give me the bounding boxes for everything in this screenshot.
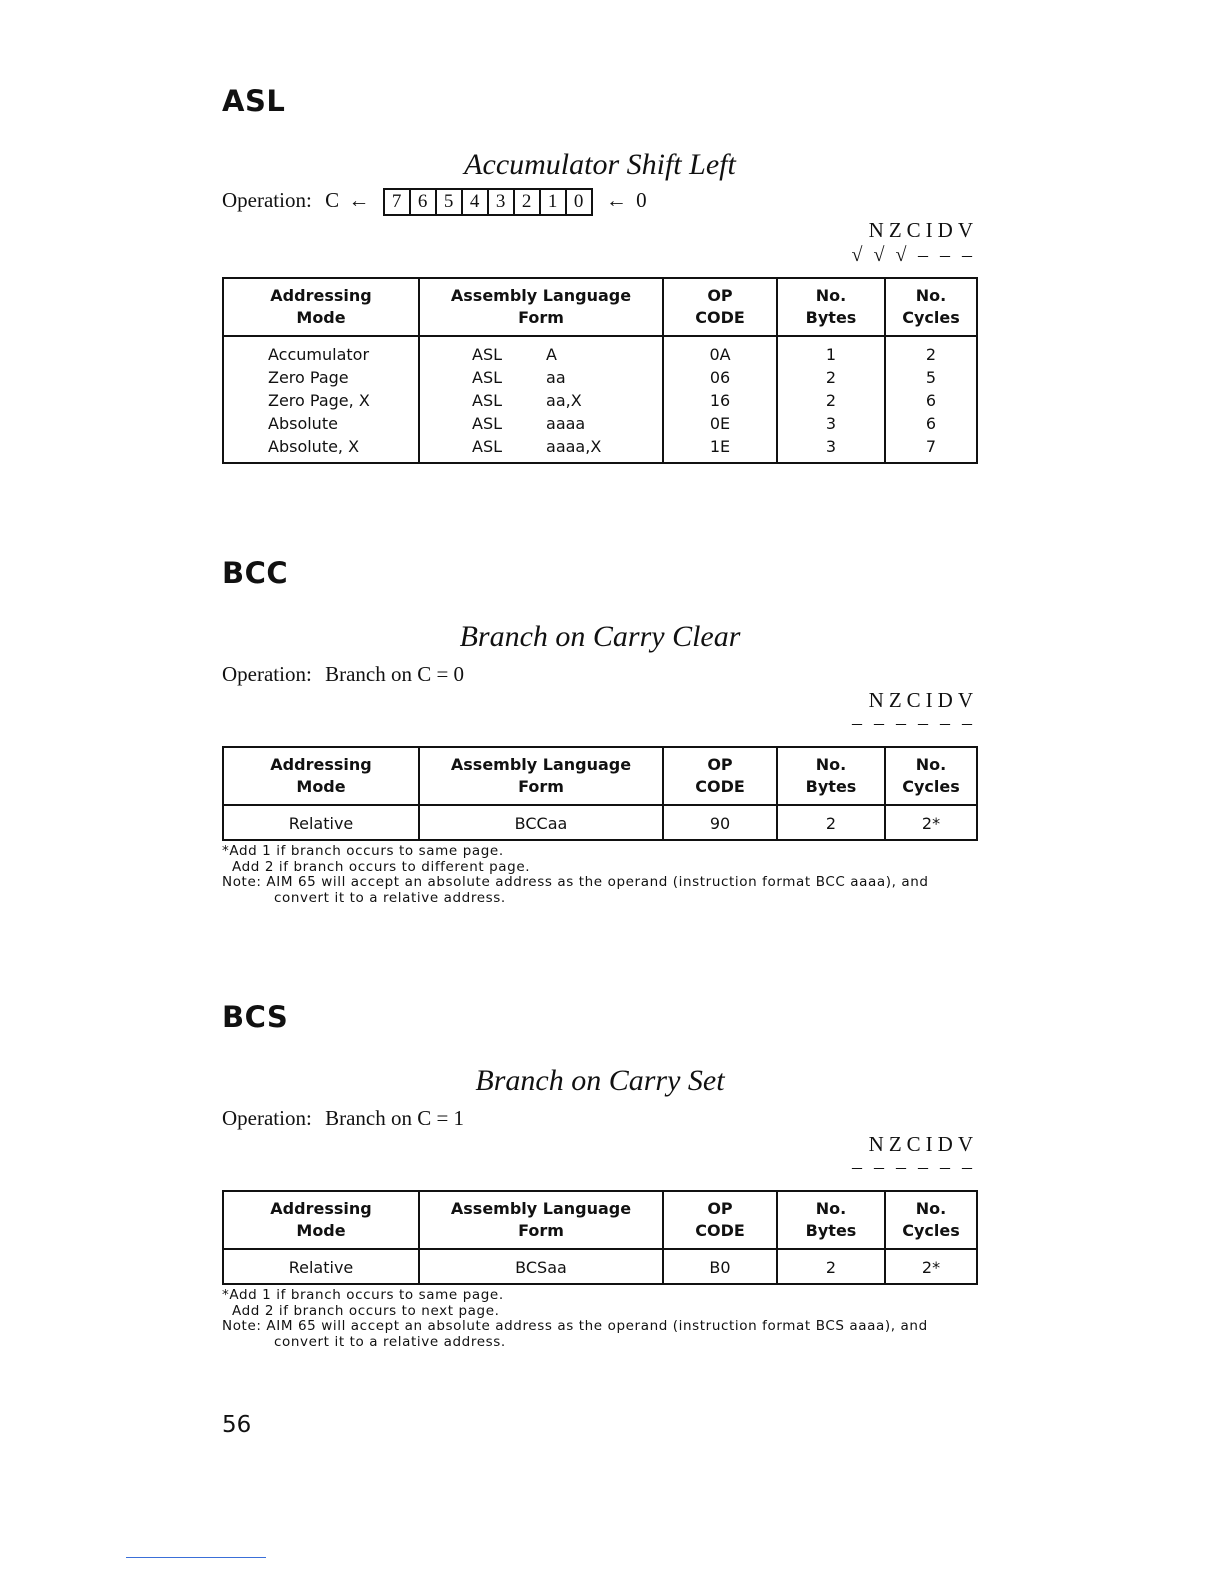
table-row [223,435,977,463]
page-number: 56 [222,1412,252,1438]
header-cycles: No. Cycles [885,747,977,805]
note-line: convert it to a relative address. [274,889,506,906]
table-row [223,805,977,840]
flag-z-value: √ [873,244,885,266]
flag-value: – [962,1156,972,1178]
flag-value: – [940,1156,950,1178]
flag-value: – [874,712,884,734]
asl-operation-label: Operation: [222,188,312,212]
cell-form: BCSaa [419,1249,663,1284]
header-assembly-form: Assembly Language Form [419,747,663,805]
header-addressing-mode: Addressing Mode [223,747,419,805]
header-addressing-mode: Addressing Mode [223,278,419,336]
left-arrow-icon: ← [348,188,370,212]
flag-value: – [852,1156,862,1178]
header-op-code: OP CODE [663,1191,777,1249]
bit-7: 7 [385,190,411,214]
left-arrow-icon: ← [605,188,627,212]
asl-name: Accumulator Shift Left [464,148,736,181]
bit-1: 1 [541,190,567,214]
flag-d-value: – [940,244,950,266]
table-header-row [223,747,977,805]
note-line: Note: AIM 65 will accept an absolute address as the operand (instruction format BCS aaaa), and [222,1318,928,1334]
cell-cycles: 6 [885,412,977,435]
cell-bytes: 2 [777,389,885,412]
cell-mode: Absolute, X [223,435,419,463]
cell-cycles: 2* [885,805,977,840]
cell-form: ASL aaaa [419,412,663,435]
cell-bytes: 1 [777,336,885,366]
header-cycles: No. Cycles [885,1191,977,1249]
asl-operation-left: C [325,188,340,212]
flag-value: – [940,712,950,734]
header-bytes: No. Bytes [777,1191,885,1249]
table-row [223,412,977,435]
cell-opcode: 0E [663,412,777,435]
bcc-name: Branch on Carry Clear [459,620,741,653]
header-assembly-form: Assembly Language Form [419,1191,663,1249]
flag-v-value: – [962,244,972,266]
cell-form: ASL A [419,336,663,366]
note-line: Add 2 if branch occurs to next page. [232,1302,500,1319]
header-cycles: No. Cycles [885,278,977,336]
asl-flags-header: NZCIDV [868,218,978,242]
cell-cycles: 2 [885,336,977,366]
bit-6: 6 [411,190,437,214]
cell-bytes: 2 [777,1249,885,1284]
note-line: *Add 1 if branch occurs to same page. [222,843,504,859]
bcc-operation [222,662,464,687]
note-line: *Add 1 if branch occurs to same page. [222,1287,504,1303]
bcc-operation-text: Branch on C = 0 [325,662,465,686]
header-assembly-form: Assembly Language Form [419,278,663,336]
bcs-opcode-table [222,1190,978,1285]
cell-bytes: 3 [777,435,885,463]
asl-operation-right: 0 [636,188,647,212]
bit-register-diagram [383,188,593,216]
table-header-row [223,1191,977,1249]
note-line: convert it to a relative address. [274,1333,506,1350]
footer-divider [126,1557,266,1558]
flag-value: – [896,712,906,734]
note-line: Add 2 if branch occurs to different page. [232,858,531,875]
flag-value: – [896,1156,906,1178]
cell-opcode: 16 [663,389,777,412]
note-line: Note: AIM 65 will accept an absolute address as the operand (instruction format BCC aaaa), and [222,874,929,890]
bcs-operation [222,1106,464,1131]
flag-n-value: √ [851,244,863,266]
cell-opcode: 06 [663,366,777,389]
table-row [223,1249,977,1284]
table-row [223,336,977,366]
cell-form: ASL aa,X [419,389,663,412]
asl-mnemonic: ASL [222,84,286,118]
cell-opcode: 90 [663,805,777,840]
bcs-operation-text: Branch on C = 1 [325,1106,465,1130]
bcc-mnemonic: BCC [222,556,289,590]
cell-mode: Accumulator [223,336,419,366]
cell-opcode: B0 [663,1249,777,1284]
flag-value: – [918,1156,928,1178]
header-op-code: OP CODE [663,278,777,336]
bcc-notes [222,844,978,906]
cell-cycles: 7 [885,435,977,463]
header-bytes: No. Bytes [777,747,885,805]
header-addressing-mode: Addressing Mode [223,1191,419,1249]
bcs-operation-label: Operation: [222,1106,312,1130]
asl-section [222,84,978,464]
cell-form: ASL aaaa,X [419,435,663,463]
flag-value: – [852,712,862,734]
flag-value: – [918,712,928,734]
bcs-flags-header: NZCIDV [868,1132,978,1156]
cell-cycles: 5 [885,366,977,389]
cell-bytes: 3 [777,412,885,435]
cell-form: ASL aa [419,366,663,389]
flag-i-value: – [918,244,928,266]
bcs-mnemonic: BCS [222,1000,289,1034]
asl-opcode-table [222,277,978,464]
bcc-operation-label: Operation: [222,662,312,686]
cell-bytes: 2 [777,805,885,840]
cell-mode: Relative [223,1249,419,1284]
cell-opcode: 1E [663,435,777,463]
bcs-flags-values [846,1156,978,1179]
flag-value: – [874,1156,884,1178]
cell-opcode: 0A [663,336,777,366]
header-bytes: No. Bytes [777,278,885,336]
bcc-flags-values [846,712,978,735]
cell-mode: Absolute [223,412,419,435]
table-row [223,366,977,389]
cell-mode: Zero Page, X [223,389,419,412]
bit-3: 3 [489,190,515,214]
bcs-section [222,1000,978,1360]
flag-c-value: √ [895,244,907,266]
bcc-opcode-table [222,746,978,841]
bcs-name: Branch on Carry Set [475,1064,725,1097]
cell-form: BCCaa [419,805,663,840]
bit-0: 0 [573,191,584,213]
cell-cycles: 6 [885,389,977,412]
header-op-code: OP CODE [663,747,777,805]
bit-2: 2 [515,190,541,214]
bit-4: 4 [463,190,489,214]
cell-mode: Relative [223,805,419,840]
bcs-notes [222,1288,978,1350]
table-row [223,389,977,412]
bit-5: 5 [437,190,463,214]
table-header-row [223,278,977,336]
bcc-section [222,556,978,916]
cell-bytes: 2 [777,366,885,389]
flag-value: – [962,712,972,734]
cell-cycles: 2* [885,1249,977,1284]
asl-operation [222,188,647,216]
bcc-flags-header: NZCIDV [868,688,978,712]
asl-flags-values [846,244,978,267]
cell-mode: Zero Page [223,366,419,389]
